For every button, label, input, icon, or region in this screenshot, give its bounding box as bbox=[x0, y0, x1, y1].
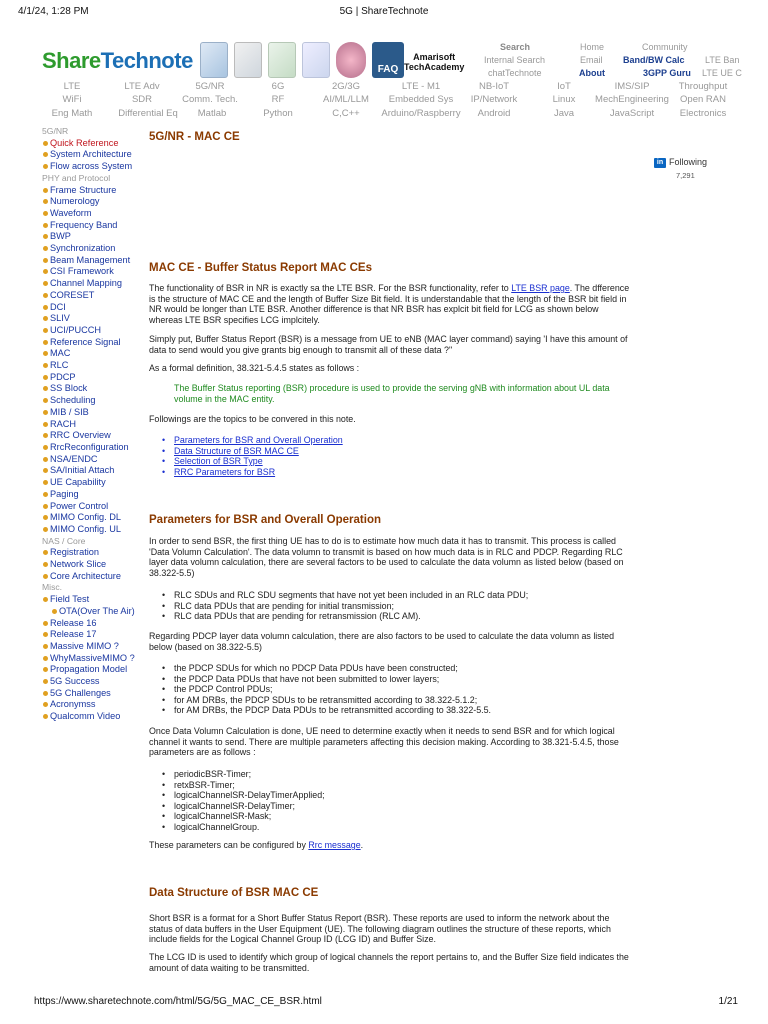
community-link[interactable]: Community bbox=[642, 42, 688, 52]
sidebar-item[interactable]: Paging bbox=[42, 489, 146, 501]
section3-p1: Short BSR is a format for a Short Buffer Status Report (BSR). These reports are used to inform the network about the status of data buffers in the User Equipment (UE). The following diagram outlines the structure of these reports, which include fields for the Logical Channel Group ID (LCG ID) and Buffer Size. bbox=[149, 913, 611, 944]
menu-item[interactable]: Open RAN bbox=[680, 94, 726, 105]
sidebar-item[interactable]: RrcReconfiguration bbox=[42, 442, 146, 454]
menu-item[interactable]: Python bbox=[263, 108, 293, 119]
chart-icon[interactable] bbox=[302, 42, 330, 78]
menu-item[interactable]: LTE Adv bbox=[124, 81, 160, 92]
text: These parameters can be configured by bbox=[149, 840, 309, 850]
menu-item[interactable]: IoT bbox=[557, 81, 571, 92]
sidebar-item[interactable]: CSI Framework bbox=[42, 266, 146, 278]
sidebar-section-5gnr: 5G/NR bbox=[42, 126, 69, 136]
sidebar-item[interactable]: UCI/PUCCH bbox=[42, 325, 146, 337]
print-url: https://www.sharetechnote.com/html/5G/5G_MAC_CE_BSR.html bbox=[34, 996, 322, 1007]
brain-icon[interactable] bbox=[336, 42, 366, 78]
section1-p2: Simply put, Buffer Status Report (BSR) is a message from UE to eNB (MAC layer command) saying 'I have this amount of data to send would you give grants big enough to transmit all of these data ?" bbox=[149, 334, 628, 355]
internal-search-link[interactable]: Internal Search bbox=[484, 55, 546, 65]
print-title: 5G | ShareTechnote bbox=[339, 6, 429, 17]
menu-item[interactable]: Eng Math bbox=[51, 108, 93, 119]
sidebar-item[interactable]: SLIV bbox=[42, 313, 146, 325]
menu-item[interactable]: RF bbox=[271, 94, 285, 105]
lte-ue-link[interactable]: LTE UE C bbox=[702, 68, 742, 78]
sidebar-item[interactable]: RRC Overview bbox=[42, 430, 146, 442]
faq-icon[interactable] bbox=[372, 42, 404, 78]
linkedin-follow[interactable] bbox=[654, 157, 708, 180]
sidebar-section-misc: Misc. bbox=[42, 582, 63, 593]
menu-item[interactable]: NB-IoT bbox=[478, 81, 510, 92]
sidebar-item[interactable]: Core Architecture bbox=[42, 571, 146, 583]
site-logo[interactable] bbox=[42, 48, 193, 74]
menu-item[interactable]: 5G/NR bbox=[195, 81, 225, 92]
toc-link[interactable]: • Parameters for BSR and Overall Operation bbox=[162, 435, 632, 446]
sidebar-item[interactable]: WhyMassiveMIMO ? bbox=[42, 653, 146, 665]
sidebar-item[interactable]: BWP bbox=[42, 231, 146, 243]
sidebar-item[interactable]: RACH bbox=[42, 419, 146, 431]
print-datetime: 4/1/24, 1:28 PM bbox=[18, 6, 89, 17]
sidebar-item[interactable]: Channel Mapping bbox=[42, 278, 146, 290]
sidebar-item[interactable]: Acronymss bbox=[42, 699, 146, 711]
list-item: • logicalChannelSR-DelayTimerApplied; bbox=[162, 790, 632, 801]
menu-item[interactable]: IP/Network bbox=[470, 94, 518, 105]
list-item: • the PDCP SDUs for which no PDCP Data PDUs have been constructed; bbox=[162, 663, 632, 674]
menu-item[interactable]: Electronics bbox=[679, 108, 727, 119]
menu-item[interactable]: Comm. Tech. bbox=[182, 94, 238, 105]
list-item: • RLC data PDUs that are pending for retransmission (RLC AM). bbox=[162, 611, 632, 622]
sidebar-item[interactable]: Quick Reference bbox=[42, 138, 146, 150]
rrc-message-link[interactable]: Rrc message bbox=[308, 840, 361, 850]
list-item: • RLC SDUs and RLC SDU segments that have not yet been included in an RLC data PDU; bbox=[162, 590, 632, 601]
section1-p3: As a formal definition, 38.321-5.4.5 states as follows : bbox=[149, 363, 360, 373]
sidebar-item[interactable]: MIMO Config. UL bbox=[42, 524, 146, 536]
rlc-factor-list bbox=[162, 590, 632, 622]
chat-technote-link[interactable]: chatTechnote bbox=[488, 68, 542, 78]
sidebar-item[interactable]: Release 16 bbox=[42, 618, 146, 630]
sidebar-item[interactable]: Frame Structure bbox=[42, 185, 146, 197]
sidebar-item[interactable]: SS Block bbox=[42, 383, 146, 395]
sidebar-item[interactable]: Field Test bbox=[42, 594, 146, 606]
linkedin-icon: in bbox=[654, 158, 666, 168]
sidebar-item[interactable]: PDCP bbox=[42, 372, 146, 384]
section2-p1: In order to send BSR, the first thing UE has to do is to estimate how much data it has to transmit. This process is called 'Data Volumn Calculation'. The data volumn to transmit is based on how much data is in RLC and PDCP. Regarding RLC layer data volumn calculation, there are several factors to be used to calculate the data volumn as listed below (based on 38.322-5.5) bbox=[149, 536, 624, 578]
menu-item[interactable]: C,C++ bbox=[332, 108, 360, 119]
sidebar-item[interactable]: MIB / SIB bbox=[42, 407, 146, 419]
sidebar-item[interactable]: Synchronization bbox=[42, 243, 146, 255]
sidebar-item[interactable]: Numerology bbox=[42, 196, 146, 208]
menu-item[interactable]: WiFi bbox=[62, 94, 82, 105]
sidebar-item[interactable]: Propagation Model bbox=[42, 664, 146, 676]
sidebar-item[interactable]: Power Control bbox=[42, 501, 146, 513]
print-header bbox=[0, 0, 768, 22]
email-link[interactable]: Email bbox=[580, 55, 603, 65]
lab-icon[interactable] bbox=[234, 42, 262, 78]
sidebar-item[interactable]: DCI bbox=[42, 302, 146, 314]
section2-title: Parameters for BSR and Overall Operation bbox=[149, 514, 381, 526]
list-item: • RLC data PDUs that are pending for initial transmission; bbox=[162, 601, 632, 612]
menu-item[interactable]: LTE - M1 bbox=[401, 81, 441, 92]
section2-p4 bbox=[149, 840, 633, 851]
list-item: • for AM DRBs, the PDCP Data PDUs to be retransmitted according to 38.322-5.5. bbox=[162, 705, 632, 716]
sidebar-section-phy: PHY and Protocol bbox=[42, 172, 111, 183]
sidebar-item[interactable]: Scheduling bbox=[42, 395, 146, 407]
list-item: • logicalChannelSR-DelayTimer; bbox=[162, 801, 632, 812]
list-item: • for AM DRBs, the PDCP SDUs to be retransmitted according to 38.322-5.1.2; bbox=[162, 695, 632, 706]
sidebar-item[interactable]: Registration bbox=[42, 547, 146, 559]
menu-item[interactable]: Linux bbox=[552, 94, 576, 105]
text: The functionality of BSR in NR is exactly sa the LTE BSR. For the BSR functionality, refer to bbox=[149, 283, 512, 293]
sidebar-item[interactable]: Beam Management bbox=[42, 255, 146, 267]
menu-item[interactable]: 6G bbox=[271, 81, 285, 92]
menu-item[interactable]: SDR bbox=[131, 94, 153, 105]
band-calc-link[interactable]: Band/BW Calc bbox=[623, 55, 685, 65]
sidebar-item[interactable]: Flow across System bbox=[42, 161, 146, 173]
about-link[interactable]: About bbox=[579, 68, 605, 78]
faq-label: FAQ bbox=[377, 64, 399, 75]
text: . bbox=[360, 840, 364, 850]
sidebar-section-nas: NAS / Core bbox=[42, 535, 86, 546]
sidebar-item[interactable]: Frequency Band bbox=[42, 220, 146, 232]
list-item: • periodicBSR-Timer; bbox=[162, 769, 632, 780]
sidebar-item[interactable]: Release 17 bbox=[42, 629, 146, 641]
page-title: 5G/NR - MAC CE bbox=[149, 131, 240, 143]
print-footer bbox=[0, 994, 768, 1014]
menu-item[interactable]: Matlab bbox=[197, 108, 227, 119]
sidebar-item[interactable]: Network Slice bbox=[42, 559, 146, 571]
bsr-definition-quote: The Buffer Status reporting (BSR) procedure is used to provide the serving gNB with information about UL data volume in the MAC entity. bbox=[174, 383, 610, 404]
toc-link[interactable]: • Data Structure of BSR MAC CE bbox=[162, 446, 632, 457]
toc-link[interactable]: • RRC Parameters for BSR bbox=[162, 467, 632, 478]
section3-title: Data Structure of BSR MAC CE bbox=[149, 887, 319, 899]
list-item: • the PDCP Control PDUs; bbox=[162, 684, 632, 695]
menu-item[interactable]: Differential Eq bbox=[118, 108, 178, 119]
presentation-icon[interactable] bbox=[200, 42, 228, 78]
list-item: • retxBSR-Timer; bbox=[162, 780, 632, 791]
menu-item[interactable]: IMS/SIP bbox=[614, 81, 650, 92]
sidebar bbox=[42, 126, 146, 723]
print-page-number: 1/21 bbox=[718, 996, 738, 1007]
sidebar-item[interactable]: RLC bbox=[42, 360, 146, 372]
section1-p1 bbox=[149, 283, 633, 325]
toc-list bbox=[162, 435, 632, 477]
sidebar-item[interactable]: Qualcomm Video bbox=[42, 711, 146, 723]
list-item: • the PDCP Data PDUs that have not been submitted to lower layers; bbox=[162, 674, 632, 685]
pdcp-factor-list bbox=[162, 663, 632, 716]
amarisoft-logo[interactable] bbox=[404, 52, 464, 72]
bsr-parameter-list bbox=[162, 769, 632, 832]
sidebar-item[interactable]: NSA/ENDC bbox=[42, 454, 146, 466]
sidebar-item[interactable]: OTA(Over The Air) bbox=[42, 606, 146, 618]
section2-p3: Once Data Volumn Calculation is done, UE need to determine exactly when it needs to send BSR and for which logical channel it wants to send. There are multiple parameters affecting this decision making. According to 38.321-5.4.5, those parameters are as follows : bbox=[149, 726, 619, 757]
section2-p2: Regarding PDCP layer data volumn calculation, there are also factors to be used to calculate the data volumn as listed below (based on 38.322-5.5) bbox=[149, 631, 615, 652]
sidebar-item[interactable]: 5G Challenges bbox=[42, 688, 146, 700]
list-item: • logicalChannelSR-Mask; bbox=[162, 811, 632, 822]
sidebar-item[interactable]: MIMO Config. DL bbox=[42, 512, 146, 524]
section1-p4: Followings are the topics to be convered in this note. bbox=[149, 414, 356, 424]
sidebar-item[interactable]: 5G Success bbox=[42, 676, 146, 688]
home-link[interactable]: Home bbox=[580, 42, 605, 52]
toc-link[interactable]: • Selection of BSR Type bbox=[162, 456, 632, 467]
sidebar-item[interactable]: SA/Initial Attach bbox=[42, 465, 146, 477]
list-item: • logicalChannelGroup. bbox=[162, 822, 632, 833]
text: . The dfference is the structure of MAC CE and the length of Buffer Size Bit field. It is understandable that the length of the BSR bit field in NR would be longer than LTE BSR. Another difference is that NR BSR has explcit bit field for LCG as shown below whereas LTE BSR specifies LCG implcitely. bbox=[149, 283, 630, 325]
sidebar-item[interactable]: Massive MIMO ? bbox=[42, 641, 146, 653]
menu-item[interactable]: 2G/3G bbox=[332, 81, 360, 92]
menu-item[interactable]: Android bbox=[477, 108, 511, 119]
logo-technote: Technote bbox=[100, 48, 193, 73]
menu-item[interactable]: MechEngineering bbox=[595, 94, 669, 105]
menu-item[interactable]: AI/ML/LLM bbox=[323, 94, 369, 105]
menu-item[interactable]: Embedded Sys bbox=[388, 94, 454, 105]
flask-icon[interactable] bbox=[268, 42, 296, 78]
amarisoft-line1: Amarisoft bbox=[413, 52, 456, 62]
menu-item[interactable]: Java bbox=[553, 108, 575, 119]
section3-p2: The LCG ID is used to identify which group of logical channels the report pertains to, and the Buffer Size field indicates the amount of data waiting to be transmitted. bbox=[149, 952, 629, 973]
lte-band-link[interactable]: LTE Ban bbox=[705, 55, 740, 65]
amarisoft-line2: TechAcademy bbox=[404, 62, 465, 72]
menu-item[interactable]: LTE bbox=[63, 81, 81, 92]
menu-item[interactable]: JavaScript bbox=[609, 108, 655, 119]
sidebar-item[interactable]: CORESET bbox=[42, 290, 146, 302]
following-label: Following bbox=[669, 157, 708, 167]
sidebar-item[interactable]: Reference Signal bbox=[42, 337, 146, 349]
sidebar-item[interactable]: UE Capability bbox=[42, 477, 146, 489]
menu-item[interactable]: Arduino/Raspberry bbox=[381, 108, 461, 119]
banner-icons bbox=[200, 42, 404, 82]
sidebar-item[interactable]: System Architecture bbox=[42, 149, 146, 161]
logo-share: Share bbox=[42, 48, 101, 73]
follower-count: 7,291 bbox=[676, 171, 695, 180]
sidebar-item[interactable]: MAC bbox=[42, 348, 146, 360]
search-label: Search bbox=[500, 42, 531, 52]
lte-bsr-link[interactable]: LTE BSR page bbox=[511, 283, 570, 293]
sidebar-item[interactable]: Waveform bbox=[42, 208, 146, 220]
section1-title: MAC CE - Buffer Status Report MAC CEs bbox=[149, 262, 372, 274]
menu-item[interactable]: Throughput bbox=[678, 81, 728, 92]
gpp-guru-link[interactable]: 3GPP Guru bbox=[643, 68, 691, 78]
